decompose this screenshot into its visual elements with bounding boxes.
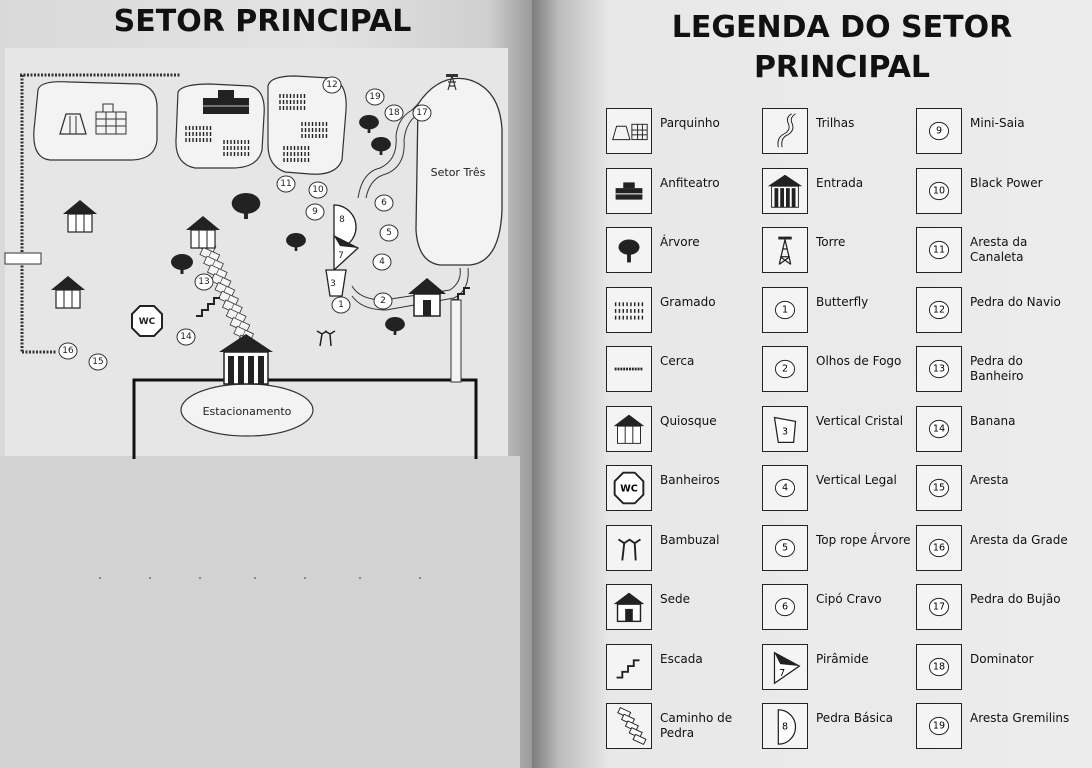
svg-text:18: 18 bbox=[932, 661, 946, 672]
legend-item bbox=[606, 703, 756, 753]
number-icon bbox=[916, 465, 962, 511]
svg-text:13: 13 bbox=[198, 277, 210, 287]
legend-item bbox=[606, 346, 756, 396]
number-icon bbox=[762, 584, 808, 630]
legend-item bbox=[606, 406, 756, 456]
legend-title bbox=[552, 8, 1092, 88]
map-number-7: 7 bbox=[338, 251, 344, 261]
halfcircle-icon bbox=[762, 703, 808, 749]
entrada-icon bbox=[762, 168, 808, 214]
legend-item bbox=[916, 406, 1066, 456]
legend-item bbox=[762, 287, 912, 337]
pyramid-icon bbox=[762, 644, 808, 690]
svg-text:18: 18 bbox=[388, 108, 400, 118]
legend-item bbox=[606, 584, 756, 634]
torre-icon bbox=[762, 227, 808, 273]
map-number-5 bbox=[380, 225, 398, 241]
svg-text:6: 6 bbox=[781, 601, 789, 613]
svg-text:8: 8 bbox=[781, 721, 789, 733]
svg-text:11: 11 bbox=[280, 179, 292, 189]
svg-text:14: 14 bbox=[180, 332, 192, 342]
map-number-15 bbox=[89, 354, 107, 370]
svg-text:5: 5 bbox=[386, 228, 392, 238]
legend-item bbox=[762, 168, 912, 218]
legend-label: Dominator bbox=[970, 651, 1034, 666]
caminho-icon bbox=[606, 703, 652, 749]
anfiteatro-icon bbox=[606, 168, 652, 214]
map-number-8: 8 bbox=[339, 215, 345, 225]
wc-icon bbox=[606, 465, 652, 511]
legend-label: Caminho de Pedra bbox=[660, 711, 733, 740]
legend-item bbox=[916, 346, 1066, 396]
svg-text:19: 19 bbox=[369, 92, 381, 102]
bambuzal-icon bbox=[606, 525, 652, 571]
legend-label: Mini-Saia bbox=[970, 116, 1025, 130]
map-number-18 bbox=[385, 105, 403, 121]
map-number-11 bbox=[277, 176, 295, 192]
legend-label: Árvore bbox=[660, 235, 700, 249]
legend-item bbox=[916, 644, 1066, 694]
svg-text:16: 16 bbox=[932, 542, 946, 553]
legend-item bbox=[606, 287, 756, 337]
svg-text:6: 6 bbox=[381, 198, 387, 208]
map-number-9 bbox=[306, 204, 324, 220]
svg-text:15: 15 bbox=[932, 482, 946, 494]
svg-text:2: 2 bbox=[781, 363, 789, 375]
legend-item bbox=[916, 584, 1066, 634]
map-number-1 bbox=[332, 297, 350, 313]
legend-label: Anfiteatro bbox=[660, 175, 720, 190]
legend-label: Aresta da Canaleta bbox=[970, 235, 1028, 264]
legend-item bbox=[606, 108, 756, 158]
legend-label: Pedra do Navio bbox=[970, 294, 1061, 309]
boulder-3 bbox=[326, 270, 346, 296]
number-icon bbox=[916, 227, 962, 273]
svg-text:15: 15 bbox=[92, 357, 104, 367]
number-icon bbox=[762, 346, 808, 392]
legend-label: Aresta da Grade bbox=[970, 532, 1068, 547]
lower-area bbox=[0, 456, 520, 768]
number-icon bbox=[916, 168, 962, 214]
legend-label: Banana bbox=[970, 413, 1016, 428]
legend-item bbox=[916, 465, 1066, 515]
legend-item bbox=[916, 108, 1066, 158]
arvore-icon bbox=[606, 227, 652, 273]
legend-label: Butterfly bbox=[816, 294, 869, 309]
legend-item bbox=[762, 525, 912, 575]
map-number-19 bbox=[366, 89, 384, 105]
number-icon bbox=[762, 287, 808, 333]
legend-label: Olhos de Fogo bbox=[816, 354, 902, 368]
entrance-road bbox=[451, 300, 461, 382]
legend-label: Cerca bbox=[660, 354, 695, 368]
svg-text:19: 19 bbox=[932, 720, 946, 732]
map-title: SETOR PRINCIPAL bbox=[113, 4, 412, 39]
legend-label: Aresta bbox=[970, 473, 1009, 487]
svg-text:1: 1 bbox=[338, 300, 344, 310]
legend-item bbox=[762, 584, 912, 634]
map-number-14 bbox=[177, 329, 195, 345]
legend-label: Quiosque bbox=[660, 413, 717, 428]
legend-label: Aresta Gremilins bbox=[970, 711, 1070, 725]
legend-label: Top rope Árvore bbox=[816, 532, 911, 547]
gramado-icon bbox=[606, 287, 652, 333]
legend-item bbox=[762, 346, 912, 396]
legend-item bbox=[916, 525, 1066, 575]
svg-text:12: 12 bbox=[932, 304, 946, 315]
number-icon bbox=[916, 406, 962, 452]
legend-item bbox=[606, 227, 756, 277]
legend-label: Bambuzal bbox=[660, 532, 720, 547]
svg-text:5: 5 bbox=[781, 542, 789, 553]
legend-item bbox=[762, 465, 912, 515]
legend-item bbox=[916, 227, 1066, 277]
svg-text:4: 4 bbox=[379, 257, 385, 267]
escada-icon bbox=[606, 644, 652, 690]
legend-label: Sede bbox=[660, 592, 690, 606]
legend-label: Pedra do Bujão bbox=[970, 592, 1061, 606]
svg-text:WC: WC bbox=[620, 483, 638, 495]
legend-label: Pedra do Banheiro bbox=[970, 354, 1024, 383]
svg-text:10: 10 bbox=[932, 185, 946, 196]
wc-label: WC bbox=[138, 317, 156, 327]
svg-text:4: 4 bbox=[781, 482, 789, 494]
legend-item bbox=[606, 465, 756, 515]
number-icon bbox=[916, 108, 962, 154]
quiosque-icon bbox=[606, 406, 652, 452]
number-icon bbox=[916, 644, 962, 690]
legend-item bbox=[762, 703, 912, 753]
svg-text:9: 9 bbox=[312, 207, 318, 217]
legend-item bbox=[762, 406, 912, 456]
map-number-10 bbox=[309, 182, 327, 198]
parquinho-icon bbox=[606, 108, 652, 154]
number-icon bbox=[916, 346, 962, 392]
map-number-6 bbox=[375, 195, 393, 211]
legend-label: Parquinho bbox=[660, 116, 720, 130]
legend-item bbox=[606, 644, 756, 694]
svg-text:1: 1 bbox=[781, 304, 789, 315]
map-number-13 bbox=[195, 274, 213, 290]
estacionamento-label: Estacionamento bbox=[202, 405, 292, 418]
trilhas-icon bbox=[762, 108, 808, 154]
legend-item bbox=[916, 168, 1066, 218]
svg-text:17: 17 bbox=[416, 108, 428, 118]
legend-item bbox=[762, 108, 912, 158]
wc-icon bbox=[132, 306, 162, 336]
legend-label: Banheiros bbox=[660, 473, 720, 487]
legend-label: Vertical Legal bbox=[816, 473, 897, 487]
number-icon bbox=[916, 703, 962, 749]
svg-text:7: 7 bbox=[779, 667, 786, 679]
map-number-3: 3 bbox=[330, 279, 336, 289]
map-number-12 bbox=[323, 77, 341, 93]
legend-item bbox=[606, 168, 756, 218]
legend-label: Escada bbox=[660, 651, 703, 666]
sector-map bbox=[0, 0, 532, 768]
number-icon bbox=[916, 584, 962, 630]
svg-text:10: 10 bbox=[312, 185, 324, 195]
number-icon bbox=[762, 525, 808, 571]
legend-item bbox=[916, 287, 1066, 337]
legend-label: Trilhas bbox=[816, 116, 855, 130]
svg-text:11: 11 bbox=[932, 244, 946, 256]
legend-label: Vertical Cristal bbox=[816, 413, 904, 428]
map-number-2 bbox=[374, 293, 392, 309]
sede-icon bbox=[606, 584, 652, 630]
legend-label: Gramado bbox=[660, 294, 716, 309]
legend-label: Cipó Cravo bbox=[816, 592, 882, 606]
parquinho-area bbox=[34, 82, 157, 160]
cerca-icon bbox=[606, 346, 652, 392]
legend-label: Torre bbox=[816, 235, 846, 249]
legend-title-line2: PRINCIPAL bbox=[753, 50, 931, 85]
legend-label: Entrada bbox=[816, 175, 864, 190]
legend-label: Black Power bbox=[970, 175, 1043, 190]
trapezoid-icon bbox=[762, 406, 808, 452]
map-number-4 bbox=[373, 254, 391, 270]
number-icon bbox=[916, 525, 962, 571]
legend-item bbox=[762, 227, 912, 277]
number-icon bbox=[916, 287, 962, 333]
svg-text:2: 2 bbox=[380, 296, 386, 306]
svg-text:13: 13 bbox=[932, 363, 946, 375]
svg-text:12: 12 bbox=[326, 80, 338, 90]
svg-text:17: 17 bbox=[932, 601, 946, 613]
legend-item bbox=[606, 525, 756, 575]
setor-tres-label: Setor Três bbox=[430, 166, 486, 179]
map-number-17 bbox=[413, 105, 431, 121]
map-page bbox=[0, 0, 532, 768]
legend-item bbox=[762, 644, 912, 694]
svg-text:14: 14 bbox=[932, 423, 946, 434]
legend-page bbox=[532, 0, 1092, 768]
svg-text:3: 3 bbox=[781, 425, 789, 437]
svg-text:9: 9 bbox=[935, 125, 943, 137]
legend-title-line1: LEGENDA DO SETOR bbox=[671, 10, 1013, 45]
legend-label: Pedra Básica bbox=[816, 711, 894, 725]
map-number-16 bbox=[59, 343, 77, 359]
number-icon bbox=[762, 465, 808, 511]
svg-text:16: 16 bbox=[62, 346, 74, 356]
entrance-gate bbox=[5, 253, 41, 264]
legend-label: Pirâmide bbox=[816, 651, 869, 666]
legend-item bbox=[916, 703, 1070, 753]
